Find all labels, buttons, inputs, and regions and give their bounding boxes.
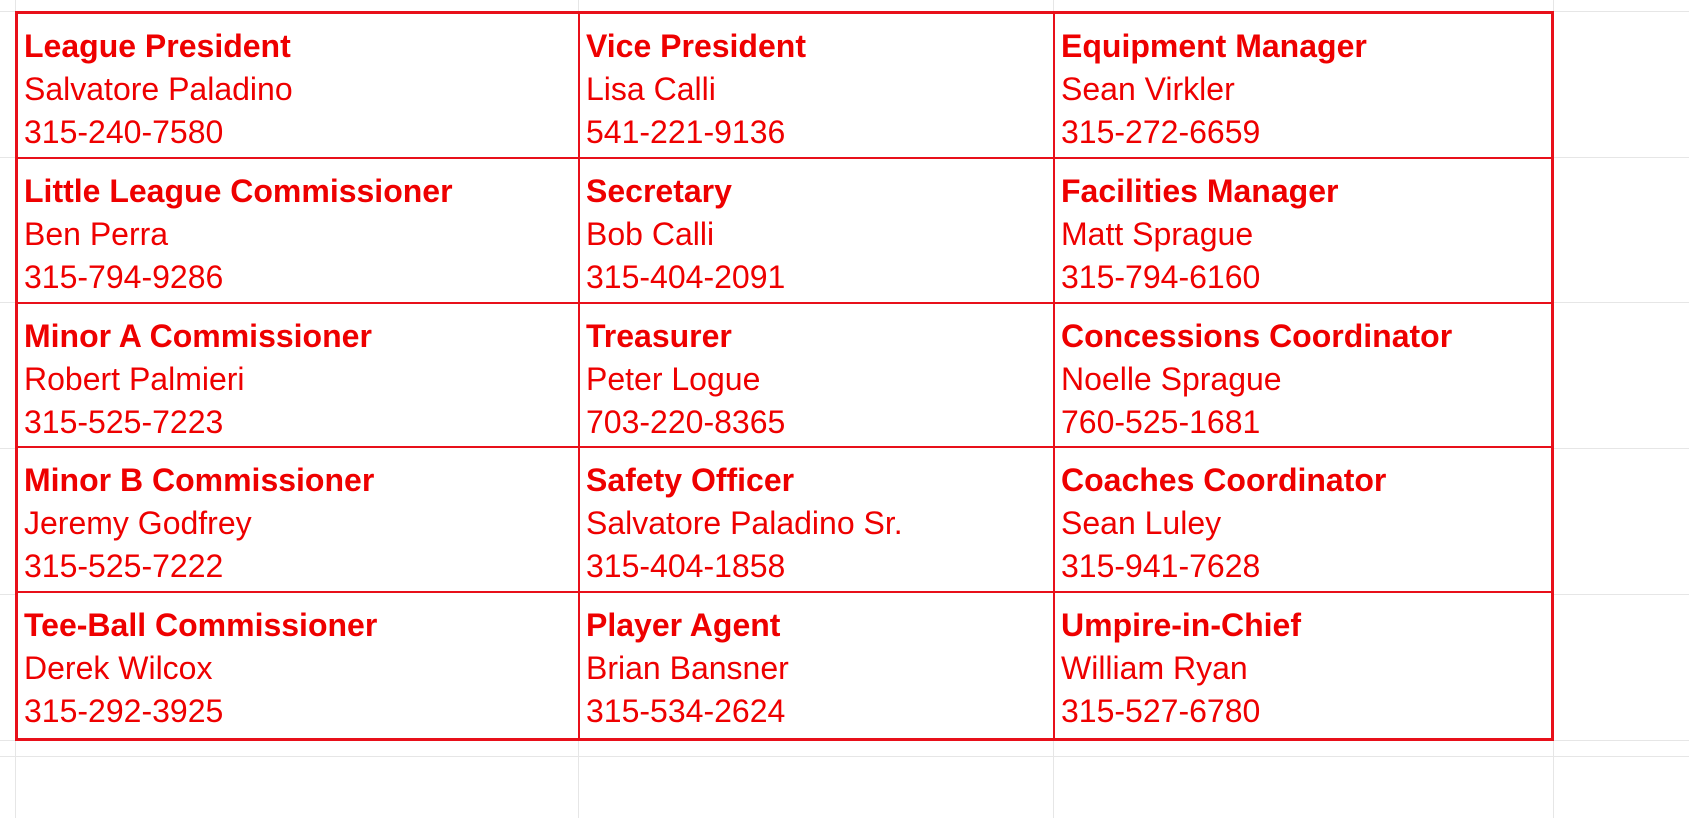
phone-number: 315-525-7223 [24,403,224,440]
phone-number: 315-534-2624 [586,693,786,730]
phone-number: 315-525-7222 [24,548,224,585]
role-title: League President [24,28,291,64]
roster-cell [18,593,580,738]
role-title: Minor A Commissioner [24,317,372,354]
roster-cell [1055,14,1551,159]
roster-cell [1055,304,1551,449]
member-name: Peter Logue [586,360,761,397]
phone-number: 315-240-7580 [24,114,224,150]
phone-number: 315-794-9286 [24,258,224,295]
role-title: Coaches Coordinator [1061,462,1387,499]
roster-cell [580,448,1055,593]
phone-number: 315-404-1858 [586,548,786,585]
role-title: Player Agent [586,607,781,644]
member-name: Salvatore Paladino [24,71,293,107]
roster-cell [18,304,580,449]
member-name: Sean Luley [1061,505,1222,542]
phone-number: 315-941-7628 [1061,548,1261,585]
roster-cell [580,14,1055,159]
role-title: Concessions Coordinator [1061,317,1453,354]
roster-cell [18,159,580,304]
roster-cell [18,14,580,159]
roster-cell [580,159,1055,304]
roster-cell [1055,159,1551,304]
role-title: Minor B Commissioner [24,462,375,499]
role-title: Little League Commissioner [24,172,453,209]
role-title: Facilities Manager [1061,172,1339,209]
phone-number: 315-292-3925 [24,693,224,730]
member-name: Robert Palmieri [24,360,245,397]
phone-number: 315-272-6659 [1061,114,1261,150]
member-name: Brian Bansner [586,650,789,687]
phone-number: 315-527-6780 [1061,693,1261,730]
board-roster-table [15,11,1554,741]
roster-cell [580,304,1055,449]
member-name: Bob Calli [586,215,715,252]
member-name: Ben Perra [24,215,169,252]
member-name: William Ryan [1061,650,1248,687]
role-title: Umpire-in-Chief [1061,607,1301,644]
phone-number: 315-404-2091 [586,258,786,295]
role-title: Treasurer [586,317,732,354]
roster-cell [1055,448,1551,593]
member-name: Jeremy Godfrey [24,505,252,542]
role-title: Equipment Manager [1061,28,1367,64]
phone-number: 760-525-1681 [1061,403,1261,440]
roster-cell [1055,593,1551,738]
member-name: Sean Virkler [1061,71,1235,107]
role-title: Tee-Ball Commissioner [24,607,378,644]
member-name: Noelle Sprague [1061,360,1282,397]
roster-cell [580,593,1055,738]
roster-cell [18,448,580,593]
member-name: Derek Wilcox [24,650,213,687]
role-title: Secretary [586,172,732,209]
phone-number: 703-220-8365 [586,403,786,440]
phone-number: 541-221-9136 [586,114,786,150]
member-name: Lisa Calli [586,71,716,107]
phone-number: 315-794-6160 [1061,258,1261,295]
member-name: Salvatore Paladino Sr. [586,505,903,542]
role-title: Safety Officer [586,462,795,499]
role-title: Vice President [586,28,806,64]
member-name: Matt Sprague [1061,215,1254,252]
